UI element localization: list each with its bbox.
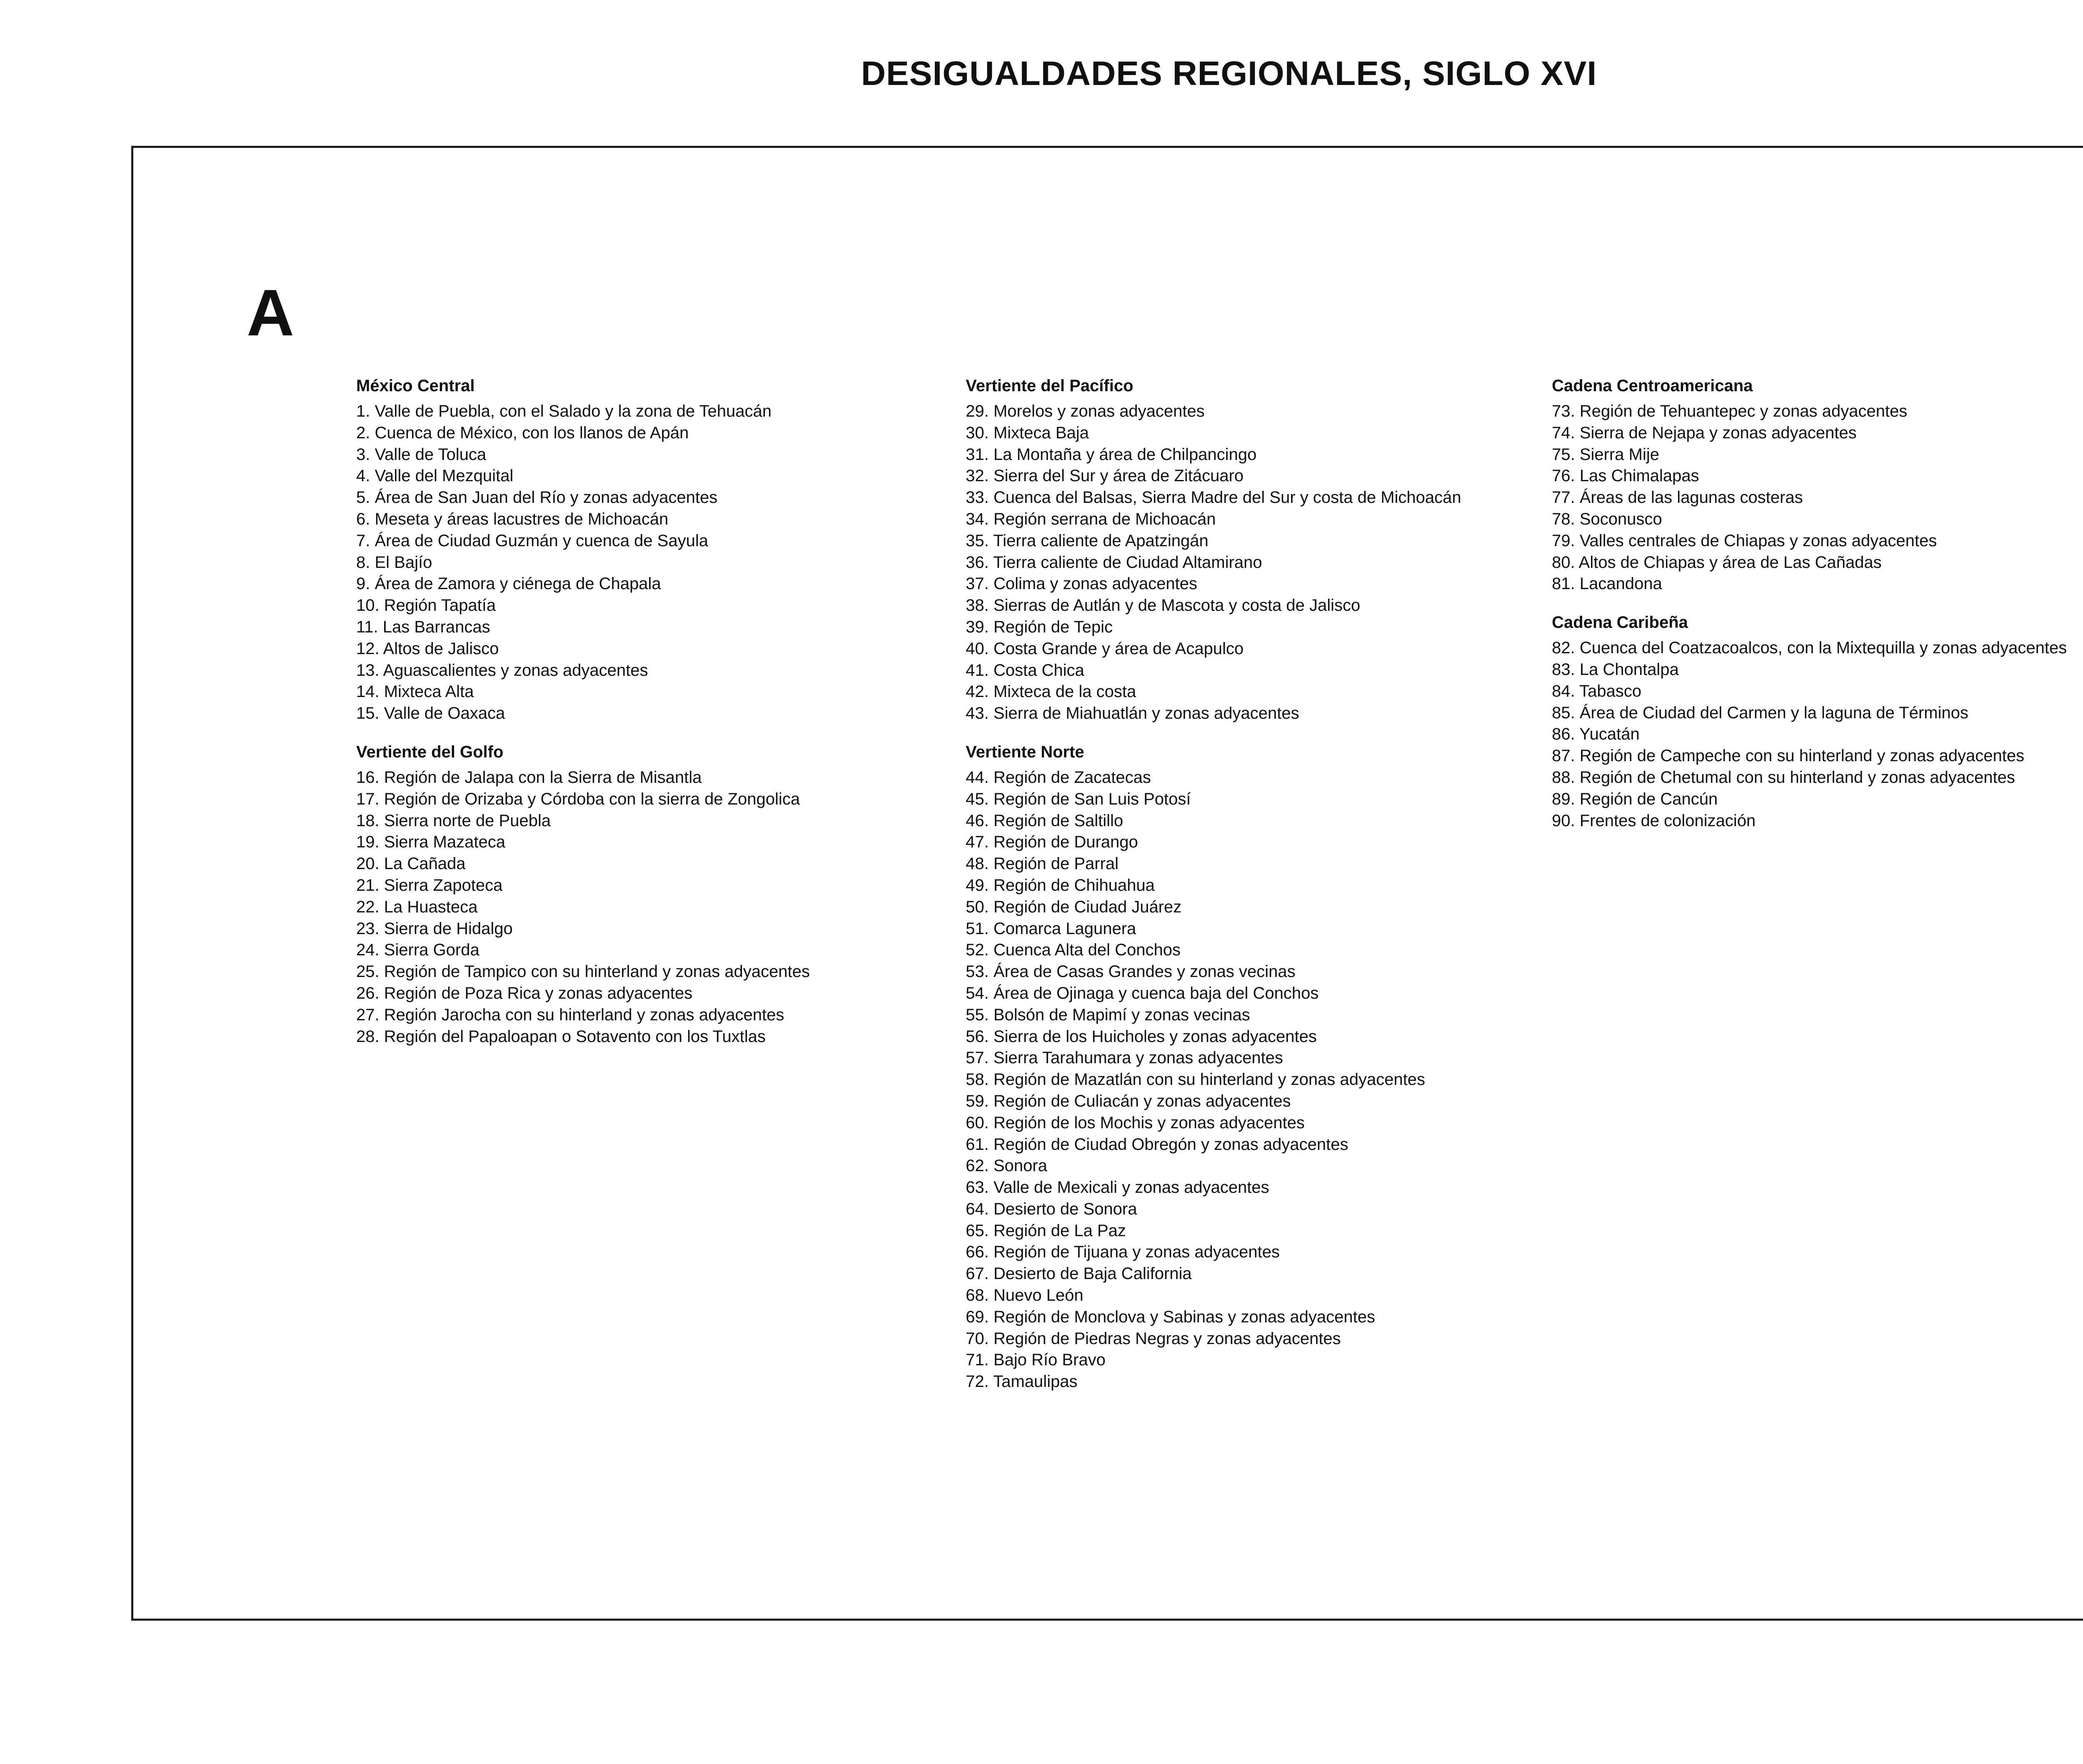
region-item: 10. Región Tapatía — [356, 596, 496, 615]
region-item: 40. Costa Grande y área de Acapulco — [966, 639, 1244, 658]
region-item: 26. Región de Poza Rica y zonas adyacentes — [356, 984, 693, 1002]
region-item: 23. Sierra de Hidalgo — [356, 919, 513, 938]
region-item: 63. Valle de Mexicali y zonas adyacentes — [966, 1178, 1269, 1197]
section-heading: Vertiente del Golfo — [356, 742, 504, 761]
region-item: 45. Región de San Luis Potosí — [966, 790, 1191, 808]
region-item: 78. Soconusco — [1552, 510, 1662, 528]
region-item: 12. Altos de Jalisco — [356, 639, 499, 658]
region-item: 89. Región de Cancún — [1552, 790, 1718, 808]
section-heading: Cadena Caribeña — [1552, 613, 1688, 632]
region-item: 87. Región de Campeche con su hinterland y zonas adyacentes — [1552, 747, 2025, 765]
region-list — [1552, 401, 2067, 595]
legend-section-vertiente-golfo — [356, 741, 810, 1047]
region-item: 84. Tabasco — [1552, 682, 1641, 700]
region-item: 9. Área de Zamora y ciénega de Chapala — [356, 575, 661, 593]
region-item: 29. Morelos y zonas adyacentes — [966, 402, 1205, 420]
region-item: 60. Región de los Mochis y zonas adyacentes — [966, 1113, 1305, 1132]
legend-section-cadena-caribena — [1552, 612, 2067, 832]
legend-section-vertiente-norte — [966, 741, 1461, 1393]
region-item: 32. Sierra del Sur y área de Zitácuaro — [966, 467, 1244, 485]
region-item: 72. Tamaulipas — [966, 1372, 1078, 1391]
legend-section-vertiente-pacifico — [966, 375, 1461, 725]
region-item: 21. Sierra Zapoteca — [356, 876, 503, 894]
region-item: 65. Región de La Paz — [966, 1221, 1126, 1240]
region-item: 5. Área de San Juan del Río y zonas adyacentes — [356, 488, 718, 507]
region-item: 44. Región de Zacatecas — [966, 768, 1151, 787]
legend-section-mexico-central — [356, 375, 810, 725]
region-item: 7. Área de Ciudad Guzmán y cuenca de Sayula — [356, 531, 708, 550]
region-item: 19. Sierra Mazateca — [356, 833, 505, 852]
region-item: 18. Sierra norte de Puebla — [356, 811, 551, 830]
region-item: 71. Bajo Río Bravo — [966, 1351, 1106, 1369]
region-item: 81. Lacandona — [1552, 575, 1662, 593]
region-item: 62. Sonora — [966, 1157, 1047, 1175]
region-item: 36. Tierra caliente de Ciudad Altamirano — [966, 553, 1262, 572]
region-item: 56. Sierra de los Huicholes y zonas adyacentes — [966, 1027, 1317, 1046]
region-item: 68. Nuevo León — [966, 1286, 1084, 1305]
legend-section-cadena-centroamericana — [1552, 375, 2067, 595]
region-item: 34. Región serrana de Michoacán — [966, 510, 1216, 528]
region-item: 33. Cuenca del Balsas, Sierra Madre del Sur y costa de Michoacán — [966, 488, 1461, 507]
region-item: 22. La Huasteca — [356, 897, 478, 916]
region-item: 69. Región de Monclova y Sabinas y zonas adyacentes — [966, 1307, 1375, 1326]
region-item: 88. Región de Chetumal con su hinterland y zonas adyacentes — [1552, 768, 2015, 787]
region-item: 57. Sierra Tarahumara y zonas adyacentes — [966, 1049, 1283, 1067]
region-item: 8. El Bajío — [356, 553, 432, 572]
region-item: 82. Cuenca del Coatzacoalcos, con la Mixtequilla y zonas adyacentes — [1552, 639, 2067, 657]
region-item: 11. Las Barrancas — [356, 617, 490, 636]
region-item: 66. Región de Tijuana y zonas adyacentes — [966, 1243, 1280, 1262]
legend-column-3 — [1552, 375, 2067, 848]
region-item: 86. Yucatán — [1552, 725, 1640, 744]
region-item: 80. Altos de Chiapas y área de Las Cañadas — [1552, 553, 1882, 572]
region-item: 64. Desierto de Sonora — [966, 1199, 1137, 1218]
region-item: 24. Sierra Gorda — [356, 941, 480, 959]
region-item: 47. Región de Durango — [966, 833, 1138, 852]
region-item: 55. Bolsón de Mapimí y zonas vecinas — [966, 1005, 1250, 1024]
region-item: 25. Región de Tampico con su hinterland y zonas adyacentes — [356, 962, 810, 981]
region-item: 77. Áreas de las lagunas costeras — [1552, 488, 1803, 507]
section-heading: Cadena Centroamericana — [1552, 377, 1753, 395]
region-item: 76. Las Chimalapas — [1552, 467, 1699, 485]
region-item: 61. Región de Ciudad Obregón y zonas adyacentes — [966, 1135, 1349, 1154]
region-item: 6. Meseta y áreas lacustres de Michoacán — [356, 510, 669, 528]
region-item: 37. Colima y zonas adyacentes — [966, 575, 1197, 593]
region-item: 27. Región Jarocha con su hinterland y zonas adyacentes — [356, 1005, 784, 1024]
region-item: 51. Comarca Lagunera — [966, 919, 1136, 938]
section-heading: Vertiente del Pacífico — [966, 377, 1134, 395]
region-item: 48. Región de Parral — [966, 855, 1119, 873]
region-item: 59. Región de Culiacán y zonas adyacentes — [966, 1092, 1291, 1110]
section-heading: México Central — [356, 377, 475, 395]
region-item: 42. Mixteca de la costa — [966, 682, 1136, 701]
section-heading: Vertiente Norte — [966, 742, 1084, 761]
region-item: 2. Cuenca de México, con los llanos de Apán — [356, 423, 689, 442]
region-item: 13. Aguascalientes y zonas adyacentes — [356, 661, 648, 680]
region-item: 52. Cuenca Alta del Conchos — [966, 941, 1181, 959]
plate-letter: A — [247, 276, 295, 350]
region-item: 35. Tierra caliente de Apatzingán — [966, 531, 1209, 550]
region-list — [356, 767, 810, 1047]
region-item: 46. Región de Saltillo — [966, 811, 1124, 830]
region-item: 58. Región de Mazatlán con su hinterland y zonas adyacentes — [966, 1070, 1425, 1089]
region-item: 31. La Montaña y área de Chilpancingo — [966, 445, 1257, 464]
region-item: 73. Región de Tehuantepec y zonas adyacentes — [1552, 402, 1908, 420]
region-item: 38. Sierras de Autlán y de Mascota y costa de Jalisco — [966, 596, 1361, 615]
region-item: 67. Desierto de Baja California — [966, 1264, 1192, 1283]
region-item: 79. Valles centrales de Chiapas y zonas adyacentes — [1552, 531, 1937, 550]
region-item: 28. Región del Papaloapan o Sotavento con los Tuxtlas — [356, 1027, 766, 1046]
region-item: 54. Área de Ojinaga y cuenca baja del Conchos — [966, 984, 1319, 1002]
region-item: 4. Valle del Mezquital — [356, 467, 514, 485]
region-item: 85. Área de Ciudad del Carmen y la laguna de Términos — [1552, 703, 1968, 722]
region-item: 16. Región de Jalapa con la Sierra de Misantla — [356, 768, 702, 787]
region-item: 17. Región de Orizaba y Córdoba con la sierra de Zongolica — [356, 790, 800, 808]
region-list — [1552, 637, 2067, 832]
legend-column-2 — [966, 375, 1461, 1409]
region-item: 30. Mixteca Baja — [966, 423, 1089, 442]
region-item: 83. La Chontalpa — [1552, 660, 1679, 679]
region-list — [356, 401, 810, 725]
region-item: 53. Área de Casas Grandes y zonas vecinas — [966, 962, 1296, 981]
region-list — [966, 767, 1461, 1393]
region-item: 1. Valle de Puebla, con el Salado y la zona de Tehuacán — [356, 402, 772, 420]
region-item: 41. Costa Chica — [966, 661, 1084, 680]
region-item: 70. Región de Piedras Negras y zonas adyacentes — [966, 1329, 1341, 1348]
page-title: DESIGUALDADES REGIONALES, SIGLO XVI — [861, 55, 1597, 92]
region-item: 3. Valle de Toluca — [356, 445, 487, 464]
legend-column-1 — [356, 375, 810, 1064]
region-item: 75. Sierra Mije — [1552, 445, 1659, 464]
region-item: 43. Sierra de Miahuatlán y zonas adyacentes — [966, 704, 1299, 723]
region-item: 49. Región de Chihuahua — [966, 876, 1155, 894]
region-list — [966, 401, 1461, 725]
region-item: 74. Sierra de Nejapa y zonas adyacentes — [1552, 423, 1857, 442]
region-item: 90. Frentes de colonización — [1552, 811, 1756, 830]
region-item: 50. Región de Ciudad Juárez — [966, 897, 1182, 916]
region-item: 14. Mixteca Alta — [356, 682, 474, 701]
region-item: 15. Valle de Oaxaca — [356, 704, 505, 723]
region-item: 20. La Cañada — [356, 855, 466, 873]
region-item: 39. Región de Tepic — [966, 617, 1113, 636]
